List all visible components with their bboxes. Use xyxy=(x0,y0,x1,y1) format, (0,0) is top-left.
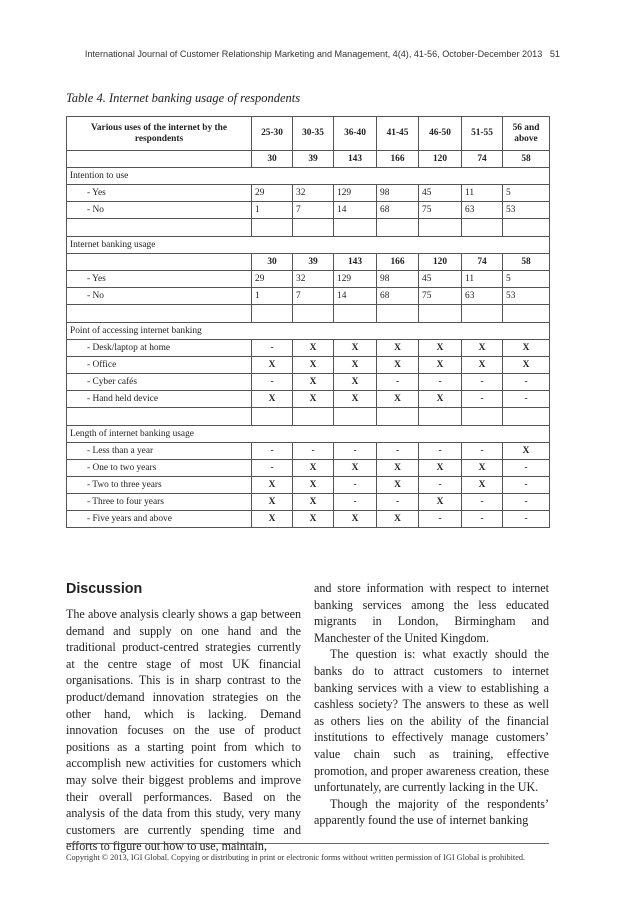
section-row-intention xyxy=(67,168,550,185)
table-cell: 29 xyxy=(252,185,293,202)
table-row xyxy=(67,477,550,494)
table-cell: - xyxy=(503,391,550,408)
table-cell xyxy=(293,305,334,323)
table-cell: - xyxy=(503,374,550,391)
row-label: - Yes xyxy=(67,185,252,202)
paragraph: and store information with respect to internet banking services among the less educated migrants in London, Birmingham and Manchester of the United Kingdom. xyxy=(314,581,549,645)
table-cell: X xyxy=(377,511,419,528)
paragraph: Though the majority of the respondents’ apparently found the use of internet banking xyxy=(314,796,549,828)
table-cell: 39 xyxy=(293,151,334,168)
table-cell: X xyxy=(419,494,462,511)
table-caption: Table 4. Internet banking usage of respondents xyxy=(66,91,301,105)
table-cell: X xyxy=(419,357,462,374)
header-cell-36-40: 36-40 xyxy=(334,117,377,151)
table-row xyxy=(67,391,550,408)
table-cell: - xyxy=(503,494,550,511)
table-row xyxy=(67,288,550,305)
table-cell: X xyxy=(462,357,503,374)
table-row xyxy=(67,374,550,391)
section-title: Intention to use xyxy=(67,168,550,185)
running-title: International Journal of Customer Relationship Marketing and Management, 4(4), 41-56, October-December 2013 xyxy=(84,49,543,59)
table-cell: X xyxy=(293,494,334,511)
header-cell-56-above: 56 and above xyxy=(503,117,550,151)
table-row xyxy=(67,443,550,460)
table-cell: X xyxy=(334,511,377,528)
table-cell xyxy=(462,219,503,237)
right-column xyxy=(314,580,549,829)
table-cell: X xyxy=(377,477,419,494)
table-cell: - xyxy=(462,374,503,391)
table-cell: 32 xyxy=(293,185,334,202)
table-cell: 120 xyxy=(419,151,462,168)
header-cell-uses: Various uses of the internet by the respondents xyxy=(67,117,252,151)
table-cell xyxy=(334,408,377,426)
table-cell: 58 xyxy=(503,254,550,271)
left-column xyxy=(66,580,301,855)
table-cell: 129 xyxy=(334,185,377,202)
table-cell: - xyxy=(503,460,550,477)
table-row xyxy=(67,357,550,374)
table-cell: X xyxy=(252,477,293,494)
table-row xyxy=(67,202,550,219)
table-cell: 68 xyxy=(377,288,419,305)
table-cell: - xyxy=(252,443,293,460)
table-cell: X xyxy=(503,357,550,374)
table-cell: - xyxy=(293,443,334,460)
table-row xyxy=(67,271,550,288)
table-cell: X xyxy=(419,460,462,477)
table-cell xyxy=(67,151,252,168)
table-cell: 32 xyxy=(293,271,334,288)
table-cell: - xyxy=(419,374,462,391)
table-cell: X xyxy=(503,443,550,460)
row-label: - Two to three years xyxy=(67,477,252,494)
table-cell: 143 xyxy=(334,254,377,271)
table-cell: 98 xyxy=(377,271,419,288)
table-cell: 63 xyxy=(462,202,503,219)
section-title: Internet banking usage xyxy=(67,237,550,254)
row-label: - No xyxy=(67,202,252,219)
table-cell xyxy=(377,305,419,323)
row-label: - Cyber cafés xyxy=(67,374,252,391)
table-cell: - xyxy=(377,374,419,391)
table-cell: X xyxy=(334,340,377,357)
table-cell: 5 xyxy=(503,271,550,288)
table-cell: 120 xyxy=(419,254,462,271)
table-row xyxy=(67,511,550,528)
table-cell: X xyxy=(293,340,334,357)
table-cell: - xyxy=(462,391,503,408)
table-cell: X xyxy=(377,340,419,357)
page-number: 51 xyxy=(549,49,560,59)
table-cell: - xyxy=(334,494,377,511)
table-cell: 30 xyxy=(252,254,293,271)
row-label: - Yes xyxy=(67,271,252,288)
table-cell xyxy=(334,219,377,237)
row-label: - Office xyxy=(67,357,252,374)
table-cell: X xyxy=(462,340,503,357)
table-cell xyxy=(334,305,377,323)
table-cell: - xyxy=(252,340,293,357)
section-row-point xyxy=(67,323,550,340)
blank-row xyxy=(67,408,550,426)
footer-rule xyxy=(66,843,549,844)
paragraph: The question is: what exactly should the banks do to attract customers to internet banking services with a view to establishing a cashless society? The answers to these as well as others lies on the ability of the financial institutions to effectively manage customers’ value chain such as training, effective promotion, and proper awareness creation, these unfortunately, are currently lacking in the UK. xyxy=(314,647,549,795)
table-cell: X xyxy=(503,340,550,357)
table-cell xyxy=(503,305,550,323)
table-cell: X xyxy=(419,340,462,357)
row-label: - Desk/laptop at home xyxy=(67,340,252,357)
table-cell: 98 xyxy=(377,185,419,202)
table-cell: X xyxy=(293,391,334,408)
section-row-length xyxy=(67,426,550,443)
table-cell: X xyxy=(334,374,377,391)
table-cell xyxy=(67,305,252,323)
table-cell: X xyxy=(419,391,462,408)
table-cell: 39 xyxy=(293,254,334,271)
table-cell xyxy=(293,219,334,237)
table-cell: 11 xyxy=(462,185,503,202)
table-row xyxy=(67,185,550,202)
table-row xyxy=(67,460,550,477)
table-cell: 166 xyxy=(377,151,419,168)
table-cell: X xyxy=(293,511,334,528)
table-cell: 53 xyxy=(503,202,550,219)
table-cell: 5 xyxy=(503,185,550,202)
section-title: Length of internet banking usage xyxy=(67,426,550,443)
table-cell: 74 xyxy=(462,254,503,271)
table-cell: 58 xyxy=(503,151,550,168)
table-cell: 129 xyxy=(334,271,377,288)
table-cell: 74 xyxy=(462,151,503,168)
table-cell xyxy=(67,408,252,426)
table-cell xyxy=(252,219,293,237)
table-cell: 166 xyxy=(377,254,419,271)
table-cell: - xyxy=(462,494,503,511)
table-cell: X xyxy=(377,460,419,477)
totals-row xyxy=(67,254,550,271)
table-cell xyxy=(377,408,419,426)
table-cell: X xyxy=(377,357,419,374)
table-row xyxy=(67,340,550,357)
table-cell xyxy=(419,305,462,323)
table-cell: 1 xyxy=(252,202,293,219)
table-cell xyxy=(67,254,252,271)
table-cell: - xyxy=(462,443,503,460)
table-cell: X xyxy=(462,460,503,477)
table-cell: - xyxy=(252,374,293,391)
header-cell-41-45: 41-45 xyxy=(377,117,419,151)
table-cell xyxy=(252,408,293,426)
table-cell: 29 xyxy=(252,271,293,288)
table-cell: 1 xyxy=(252,288,293,305)
table-cell: 7 xyxy=(293,288,334,305)
table-cell: 45 xyxy=(419,271,462,288)
row-label: - Five years and above xyxy=(67,511,252,528)
table-cell xyxy=(419,219,462,237)
row-label: - Hand held device xyxy=(67,391,252,408)
table-cell: - xyxy=(419,443,462,460)
row-label: - No xyxy=(67,288,252,305)
table-cell: X xyxy=(293,460,334,477)
table-cell: - xyxy=(503,511,550,528)
header-cell-46-50: 46-50 xyxy=(419,117,462,151)
table-cell: X xyxy=(377,391,419,408)
section-heading-discussion: Discussion xyxy=(66,581,143,597)
table-cell xyxy=(503,219,550,237)
table-cell: - xyxy=(334,477,377,494)
table-cell: - xyxy=(377,494,419,511)
table-cell: 63 xyxy=(462,288,503,305)
copyright-footer: Copyright © 2013, IGI Global. Copying or distributing in print or electronic forms without written permission of IGI Global is prohibited. xyxy=(66,853,526,862)
section-title: Point of accessing internet banking xyxy=(67,323,550,340)
header-cell-25-30: 25-30 xyxy=(252,117,293,151)
table-cell: - xyxy=(334,443,377,460)
table-cell xyxy=(462,305,503,323)
table-cell: X xyxy=(462,477,503,494)
table-cell: 75 xyxy=(419,288,462,305)
header-cell-30-35: 30-35 xyxy=(293,117,334,151)
table-cell xyxy=(67,219,252,237)
table-cell: X xyxy=(293,357,334,374)
table-header-row xyxy=(67,117,550,151)
table-cell: X xyxy=(252,511,293,528)
table-cell xyxy=(293,408,334,426)
table-cell: - xyxy=(462,511,503,528)
table-cell: X xyxy=(252,391,293,408)
table-cell: 14 xyxy=(334,288,377,305)
table-cell xyxy=(462,408,503,426)
table-cell: 53 xyxy=(503,288,550,305)
totals-row xyxy=(67,151,550,168)
table-cell: 7 xyxy=(293,202,334,219)
table-cell: - xyxy=(252,460,293,477)
table-cell: X xyxy=(334,391,377,408)
table-row xyxy=(67,494,550,511)
table-cell: 45 xyxy=(419,185,462,202)
table-cell: - xyxy=(419,477,462,494)
table-cell xyxy=(252,305,293,323)
row-label: - One to two years xyxy=(67,460,252,477)
table-cell: X xyxy=(334,357,377,374)
blank-row xyxy=(67,219,550,237)
table-cell: 143 xyxy=(334,151,377,168)
table-cell: - xyxy=(503,477,550,494)
table-cell: 14 xyxy=(334,202,377,219)
table-cell: X xyxy=(293,477,334,494)
table-cell: - xyxy=(377,443,419,460)
running-header xyxy=(0,49,560,59)
table-cell: - xyxy=(419,511,462,528)
row-label: - Three to four years xyxy=(67,494,252,511)
blank-row xyxy=(67,305,550,323)
table-cell: 30 xyxy=(252,151,293,168)
table-cell xyxy=(503,408,550,426)
table-cell xyxy=(419,408,462,426)
row-label: - Less than a year xyxy=(67,443,252,460)
header-cell-51-55: 51-55 xyxy=(462,117,503,151)
table-cell: X xyxy=(252,494,293,511)
table-cell: X xyxy=(334,460,377,477)
usage-table xyxy=(66,116,550,528)
table-cell: X xyxy=(252,357,293,374)
table-cell: 68 xyxy=(377,202,419,219)
table-cell: 75 xyxy=(419,202,462,219)
table-cell xyxy=(377,219,419,237)
table-cell: X xyxy=(293,374,334,391)
section-row-usage xyxy=(67,237,550,254)
paragraph: The above analysis clearly shows a gap between demand and supply on one hand and the traditional product-centred strategies currently at the centre stage of most UK financial organisations. This is in sharp contrast to the product/demand innovation strategies on the other hand, which is lacking. Demand innovation focuses on the use of product positions as a starting point from which to accomplish new activities for customers which may solve their biggest problems and improve their overall performances. Based on the analysis of the data from this study, very many customers are currently spending time and efforts to figure out how to use, maintain, xyxy=(66,607,301,854)
table-cell: 11 xyxy=(462,271,503,288)
